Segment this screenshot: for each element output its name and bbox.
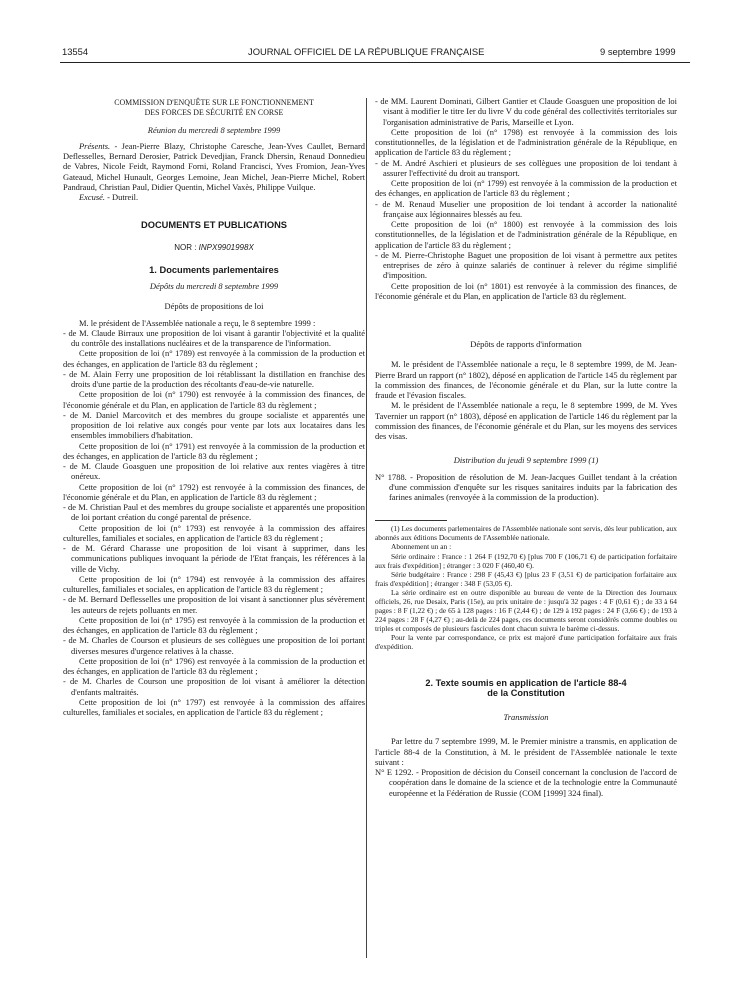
nor-line <box>63 243 365 253</box>
referral-text: Cette proposition de loi (n° 1800) est renvoyée à la commission des lois constitutionnelles, de la législation et de l'administration générale de la République, en application de l'article 83 du règlement ; <box>375 219 677 250</box>
reunion-date: Réunion du mercredi 8 septembre 1999 <box>147 124 281 135</box>
page-header <box>0 46 731 60</box>
issue-date: 9 septembre 1999 <box>600 46 676 57</box>
rapport-paragraph-2: M. le président de l'Assemblée nationale a reçu, le 8 septembre 1999, de M. Yves Tavernier un rapport (n° 1803), déposé en application de l'article 146 du règlement par la commission des finances, de l'économie générale et du Plan, sur les moyens des services des visas. <box>375 400 677 441</box>
presents-list: - Jean-Pierre Blazy, Christophe Caresche, Jean-Yves Caullet, Bernard Deflesselles, Bernard Derosier, Patrick Devedjian, Franck Dhersin, Renaud Donnedieu de Vabres, Nicole Feidt, Raymond Forni, Roland Francisci, Yves Fromion, Jean-Yves Gateaud, Michel Hunault, Georges Lemoine, Jean Michel, Jean-Pierre Michel, Robert Pandraud, Christian Paul, Didier Quentin, Michel Vaxès, Philippe Vuilque. <box>63 140 365 192</box>
document-e1292: N° E 1292. - Proposition de décision du Conseil concernant la conclusion de l'accord de coopération dans le domaine de la science et de la technologie entre la Communauté européenne et la Fédération de Russie (COM [1999] 324 final). <box>375 767 677 798</box>
distribution-heading: Distribution du jeudi 9 septembre 1999 (1) <box>453 455 599 466</box>
section-2-heading-line-1: 2. Texte soumis en application de l'article 88-4 <box>425 677 627 688</box>
right-items <box>375 96 677 301</box>
referral-text: Cette proposition de loi (n° 1790) est renvoyée à la commission des finances, de l'économie générale et du Plan, en application de l'article 83 du règlement ; <box>63 389 365 410</box>
referral-text: Cette proposition de loi (n° 1789) est renvoyée à la commission de la production et des échanges, en application de l'article 83 du règlement ; <box>63 348 365 369</box>
commission-title-line-1: COMMISSION D'ENQUÊTE SUR LE FONCTIONNEMENT <box>114 98 314 107</box>
presents-paragraph <box>63 141 365 192</box>
footnote-vente: La série ordinaire est en outre disponible au bureau de vente de la Direction des Journaux officiels, 26, rue Desaix, Paris (15e), au prix unitaire de : jusqu'à 32 pages : 4 F (0,61 €) ; de 33 à 64 pages : 8 F (1,22 €) ; de 65 à 128 pages : 16 F (2,44 €) ; de 129 à 192 pages : 24 F (3,66 €) ; de 193 à 224 pages : 28 F (4,27 €) ; au-delà de 224 pages, ces documents seront considérés comme doubles ou triples et composés de plusieurs fascicules dont chacun suivra le barème ci-dessus. <box>375 587 677 634</box>
referral-text: Cette proposition de loi (n° 1793) est renvoyée à la commission des affaires culturelles, familiales et sociales, en application de l'article 83 du règlement ; <box>63 522 365 543</box>
proposal-item: - de M. Charles de Courson une proposition de loi visant à améliorer la détection d'enfants maltraités. <box>63 676 365 697</box>
referral-text: Cette proposition de loi (n° 1794) est renvoyée à la commission des affaires culturelles, familiales et sociales, en application de l'article 83 du règlement ; <box>63 573 365 594</box>
referral-text: Cette proposition de loi (n° 1801) est renvoyée à la commission des finances, de l'économie générale et du Plan, en application de l'article 83 du règlement. <box>375 280 677 301</box>
depots-title: Dépôts de propositions de loi <box>164 301 264 312</box>
footnote-abonnement: Abonnement un an : <box>391 542 452 552</box>
section-2-heading-line-2: de la Constitution <box>487 687 565 698</box>
commission-title-line-2: DES FORCES DE SÉCURITÉ EN CORSE <box>144 108 284 118</box>
referral-text: Cette proposition de loi (n° 1791) est renvoyée à la commission de la production et des échanges, en application de l'article 83 du règlement ; <box>63 440 365 461</box>
rapports-title: Dépôts de rapports d'information <box>470 339 582 349</box>
transmission-paragraph: Par lettre du 7 septembre 1999, M. le Premier ministre a transmis, en application de l'article 88-4 de la Constitution, à M. le président de l'Assemblée nationale le texte suivant : <box>375 736 677 767</box>
nor-value: INPX9901998X <box>198 242 254 252</box>
proposal-item: - de M. Renaud Muselier une proposition de loi tendant à accorder la nationalité française aux légionnaires blessés au feu. <box>375 198 677 219</box>
rapport-paragraph-1: M. le président de l'Assemblée nationale a reçu, le 8 septembre 1999, de M. Jean-Pierre Brard un rapport (n° 1802), déposé en application de l'article 145 du règlement par la commission des finances, de l'économie générale et du Plan, sur la lutte contre la fraude et l'évasion fiscales. <box>375 359 677 400</box>
footnote-correspondance: Pour la vente par correspondance, ce prix est majoré d'une participation forfaitaire aux frais d'expédition. <box>375 633 677 652</box>
referral-text: Cette proposition de loi (n° 1797) est renvoyée à la commission des affaires culturelles, familiales et sociales, en application de l'article 83 du règlement ; <box>63 696 365 717</box>
right-column <box>375 96 677 798</box>
presents-label: Présents. <box>79 140 111 151</box>
left-column <box>63 98 365 717</box>
referral-text: Cette proposition de loi (n° 1799) est renvoyée à la commission de la production et des échanges, en application de l'article 83 du règlement ; <box>375 178 677 199</box>
proposal-item: - de M. André Aschieri et plusieurs de ses collègues une proposition de loi tendant à assurer l'effectivité du droit au transport. <box>375 157 677 178</box>
proposal-item: - de MM. Laurent Dominati, Gilbert Gantier et Claude Goasguen une proposition de loi visant à modifier le titre Ier du livre V du code général des collectivités territoriales sur l'organisation administrative de Paris, Marseille et Lyon. <box>375 96 677 127</box>
proposal-item: - de M. Alain Ferry une proposition de loi rétablissant la distillation en franchise des droits d'une partie de la production des récoltants d'eau-de-vie naturelle. <box>63 368 365 389</box>
referral-text: Cette proposition de loi (n° 1796) est renvoyée à la commission de la production et des échanges, en application de l'article 83 du règlement ; <box>63 655 365 676</box>
journal-title: JOURNAL OFFICIEL DE LA RÉPUBLIQUE FRANÇAISE <box>248 46 485 57</box>
excuse-paragraph <box>63 192 365 202</box>
column-divider <box>366 98 367 958</box>
referral-text: Cette proposition de loi (n° 1795) est renvoyée à la commission de la production et des échanges, en application de l'article 83 du règlement ; <box>63 614 365 635</box>
documents-heading: DOCUMENTS ET PUBLICATIONS <box>141 220 287 231</box>
proposal-item: - de M. Daniel Marcovitch et des membres du groupe socialiste et apparentés une proposition de loi relative aux congés pour vente par lots aux locataires dans les ensembles immobiliers d'habitation. <box>63 409 365 441</box>
depots-date: Dépôts du mercredi 8 septembre 1999 <box>149 281 279 291</box>
proposal-item: - de M. Pierre-Christophe Baguet une proposition de loi visant à permettre aux petites entreprises de zéro à quinze salariés de continuer à relever du régime simplifié d'imposition. <box>375 249 677 281</box>
document-1788: N° 1788. - Proposition de résolution de M. Jean-Jacques Guillet tendant à la création d'une commission d'enquête sur les risques sanitaires induits par la fabrication des farines animales (renvoyée à la commission de la production). <box>375 471 677 502</box>
footnote-block <box>375 524 677 651</box>
transmission-heading: Transmission <box>503 712 549 723</box>
left-items <box>63 328 365 718</box>
nor-label: NOR : <box>174 242 199 252</box>
footnote-serie-budgetaire: Série budgétaire : France : 298 F (45,43 €) [plus 23 F (3,51 €) de participation forfaitaire aux frais d'expédition] ; étranger : 348 F (53,05 €). <box>375 569 677 588</box>
header-rule <box>60 62 690 63</box>
proposal-item: - de M. Bernard Deflesselles une proposition de loi visant à sanctionner plus sévèrement les auteurs de rejets polluants en mer. <box>63 594 365 615</box>
section-1-heading: 1. Documents parlementaires <box>149 264 279 275</box>
proposal-item: - de M. Gérard Charasse une proposition de loi visant à supprimer, dans les communications publiques invoquant la période de l'Etat français, les références à la ville de Vichy. <box>63 543 365 574</box>
proposal-item: - de M. Christian Paul et des membres du groupe socialiste et apparentés une proposition de loi portant création du congé parental de présence. <box>63 502 365 523</box>
page-number: 13554 <box>62 46 89 57</box>
footnote-serie-ordinaire: Série ordinaire : France : 1 264 F (192,70 €) [plus 700 F (106,71 €) de participation forfaitaire aux frais d'expédition] ; étranger : 3 020 F (460,40 €). <box>375 551 677 570</box>
footnote-1: (1) Les documents parlementaires de l'Assemblée nationale sont servis, dès leur publication, aux abonnés aux éditions Documents de l'Assemblée nationale. <box>375 524 677 543</box>
referral-text: Cette proposition de loi (n° 1798) est renvoyée à la commission des lois constitutionnelles, de la législation et de l'administration générale de la République, en application de l'article 83 du règlement ; <box>375 126 677 158</box>
proposal-item: - de M. Claude Goasguen une proposition de loi relative aux rentes viagères à titre onéreux. <box>63 461 365 482</box>
proposal-item: - de M. Claude Birraux une proposition de loi visant à garantir l'objectivité et la qualité du contrôle des installations nucléaires et de la transparence de l'information. <box>63 327 365 348</box>
excuse-name: - Dutreil. <box>105 192 139 202</box>
proposal-item: - de M. Charles de Courson et plusieurs de ses collègues une proposition de loi portant diverses mesures d'urgence relatives à la chasse. <box>63 635 365 656</box>
excuse-label: Excusé. <box>79 192 106 202</box>
footnote-rule <box>375 520 447 521</box>
referral-text: Cette proposition de loi (n° 1792) est renvoyée à la commission des finances, de l'économie générale et du Plan, en application de l'article 83 du règlement ; <box>63 481 365 502</box>
intro-paragraph: M. le président de l'Assemblée nationale a reçu, le 8 septembre 1999 : <box>79 317 316 328</box>
